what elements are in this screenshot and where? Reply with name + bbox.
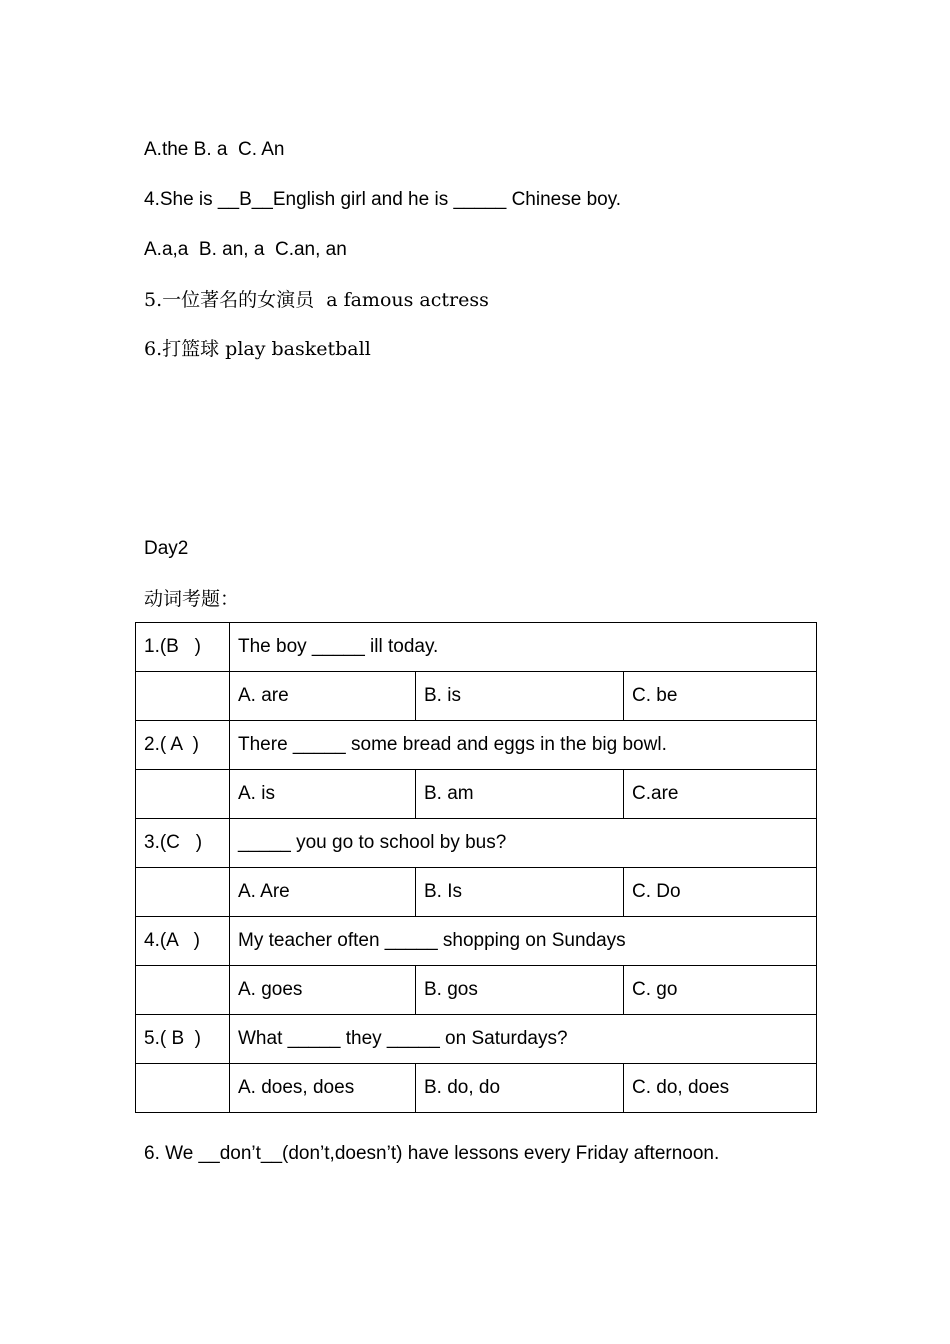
table-row bbox=[136, 770, 817, 819]
question-number: 3.(C ) bbox=[136, 819, 230, 868]
option-a: A. does, does bbox=[230, 1064, 416, 1113]
option-a: A. are bbox=[230, 672, 416, 721]
table-row bbox=[136, 721, 817, 770]
question-stem: My teacher often _____ shopping on Sundays bbox=[230, 917, 817, 966]
question-number: 5.( B ) bbox=[136, 1015, 230, 1064]
table-row bbox=[136, 672, 817, 721]
option-c: C. be bbox=[624, 672, 817, 721]
option-a: A. Are bbox=[230, 868, 416, 917]
table-row bbox=[136, 917, 817, 966]
option-b: B. am bbox=[416, 770, 624, 819]
question-number: 4.(A ) bbox=[136, 917, 230, 966]
option-c: C. Do bbox=[624, 868, 817, 917]
table-row bbox=[136, 819, 817, 868]
option-b: B. is bbox=[416, 672, 624, 721]
phrase-6: 6.打篮球 play basketball bbox=[144, 338, 371, 360]
table-row bbox=[136, 966, 817, 1015]
question-number: 2.( A ) bbox=[136, 721, 230, 770]
day-title: Day2 bbox=[144, 538, 189, 559]
question-stem: _____ you go to school by bus? bbox=[230, 819, 817, 868]
section-title: 动词考题： bbox=[144, 588, 240, 610]
empty-cell bbox=[136, 1064, 230, 1113]
empty-cell bbox=[136, 770, 230, 819]
option-b: B. Is bbox=[416, 868, 624, 917]
option-c: C. go bbox=[624, 966, 817, 1015]
option-c: C. do, does bbox=[624, 1064, 817, 1113]
question-number: 1.(B ) bbox=[136, 623, 230, 672]
table-row bbox=[136, 623, 817, 672]
table-row bbox=[136, 1064, 817, 1113]
table-row bbox=[136, 868, 817, 917]
question-stem: What _____ they _____ on Saturdays? bbox=[230, 1015, 817, 1064]
option-b: B. do, do bbox=[416, 1064, 624, 1113]
question-stem: There _____ some bread and eggs in the big bowl. bbox=[230, 721, 817, 770]
empty-cell bbox=[136, 868, 230, 917]
verb-question-table bbox=[135, 622, 817, 1113]
phrase-5: 5.一位著名的女演员 a famous actress bbox=[144, 289, 489, 311]
empty-cell bbox=[136, 672, 230, 721]
empty-cell bbox=[136, 966, 230, 1015]
option-c: C.are bbox=[624, 770, 817, 819]
question-4: 4.She is __B__English girl and he is _____ Chinese boy. bbox=[144, 189, 622, 210]
options-line-4: A.a,a B. an, a C.an, an bbox=[144, 239, 347, 260]
table-row bbox=[136, 1015, 817, 1064]
question-stem: The boy _____ ill today. bbox=[230, 623, 817, 672]
option-a: A. goes bbox=[230, 966, 416, 1015]
options-line-3: A.the B. a C. An bbox=[144, 139, 285, 160]
question-6: 6. We __don’t__(don’t,doesn’t) have lessons every Friday afternoon. bbox=[144, 1143, 720, 1164]
option-a: A. is bbox=[230, 770, 416, 819]
option-b: B. gos bbox=[416, 966, 624, 1015]
